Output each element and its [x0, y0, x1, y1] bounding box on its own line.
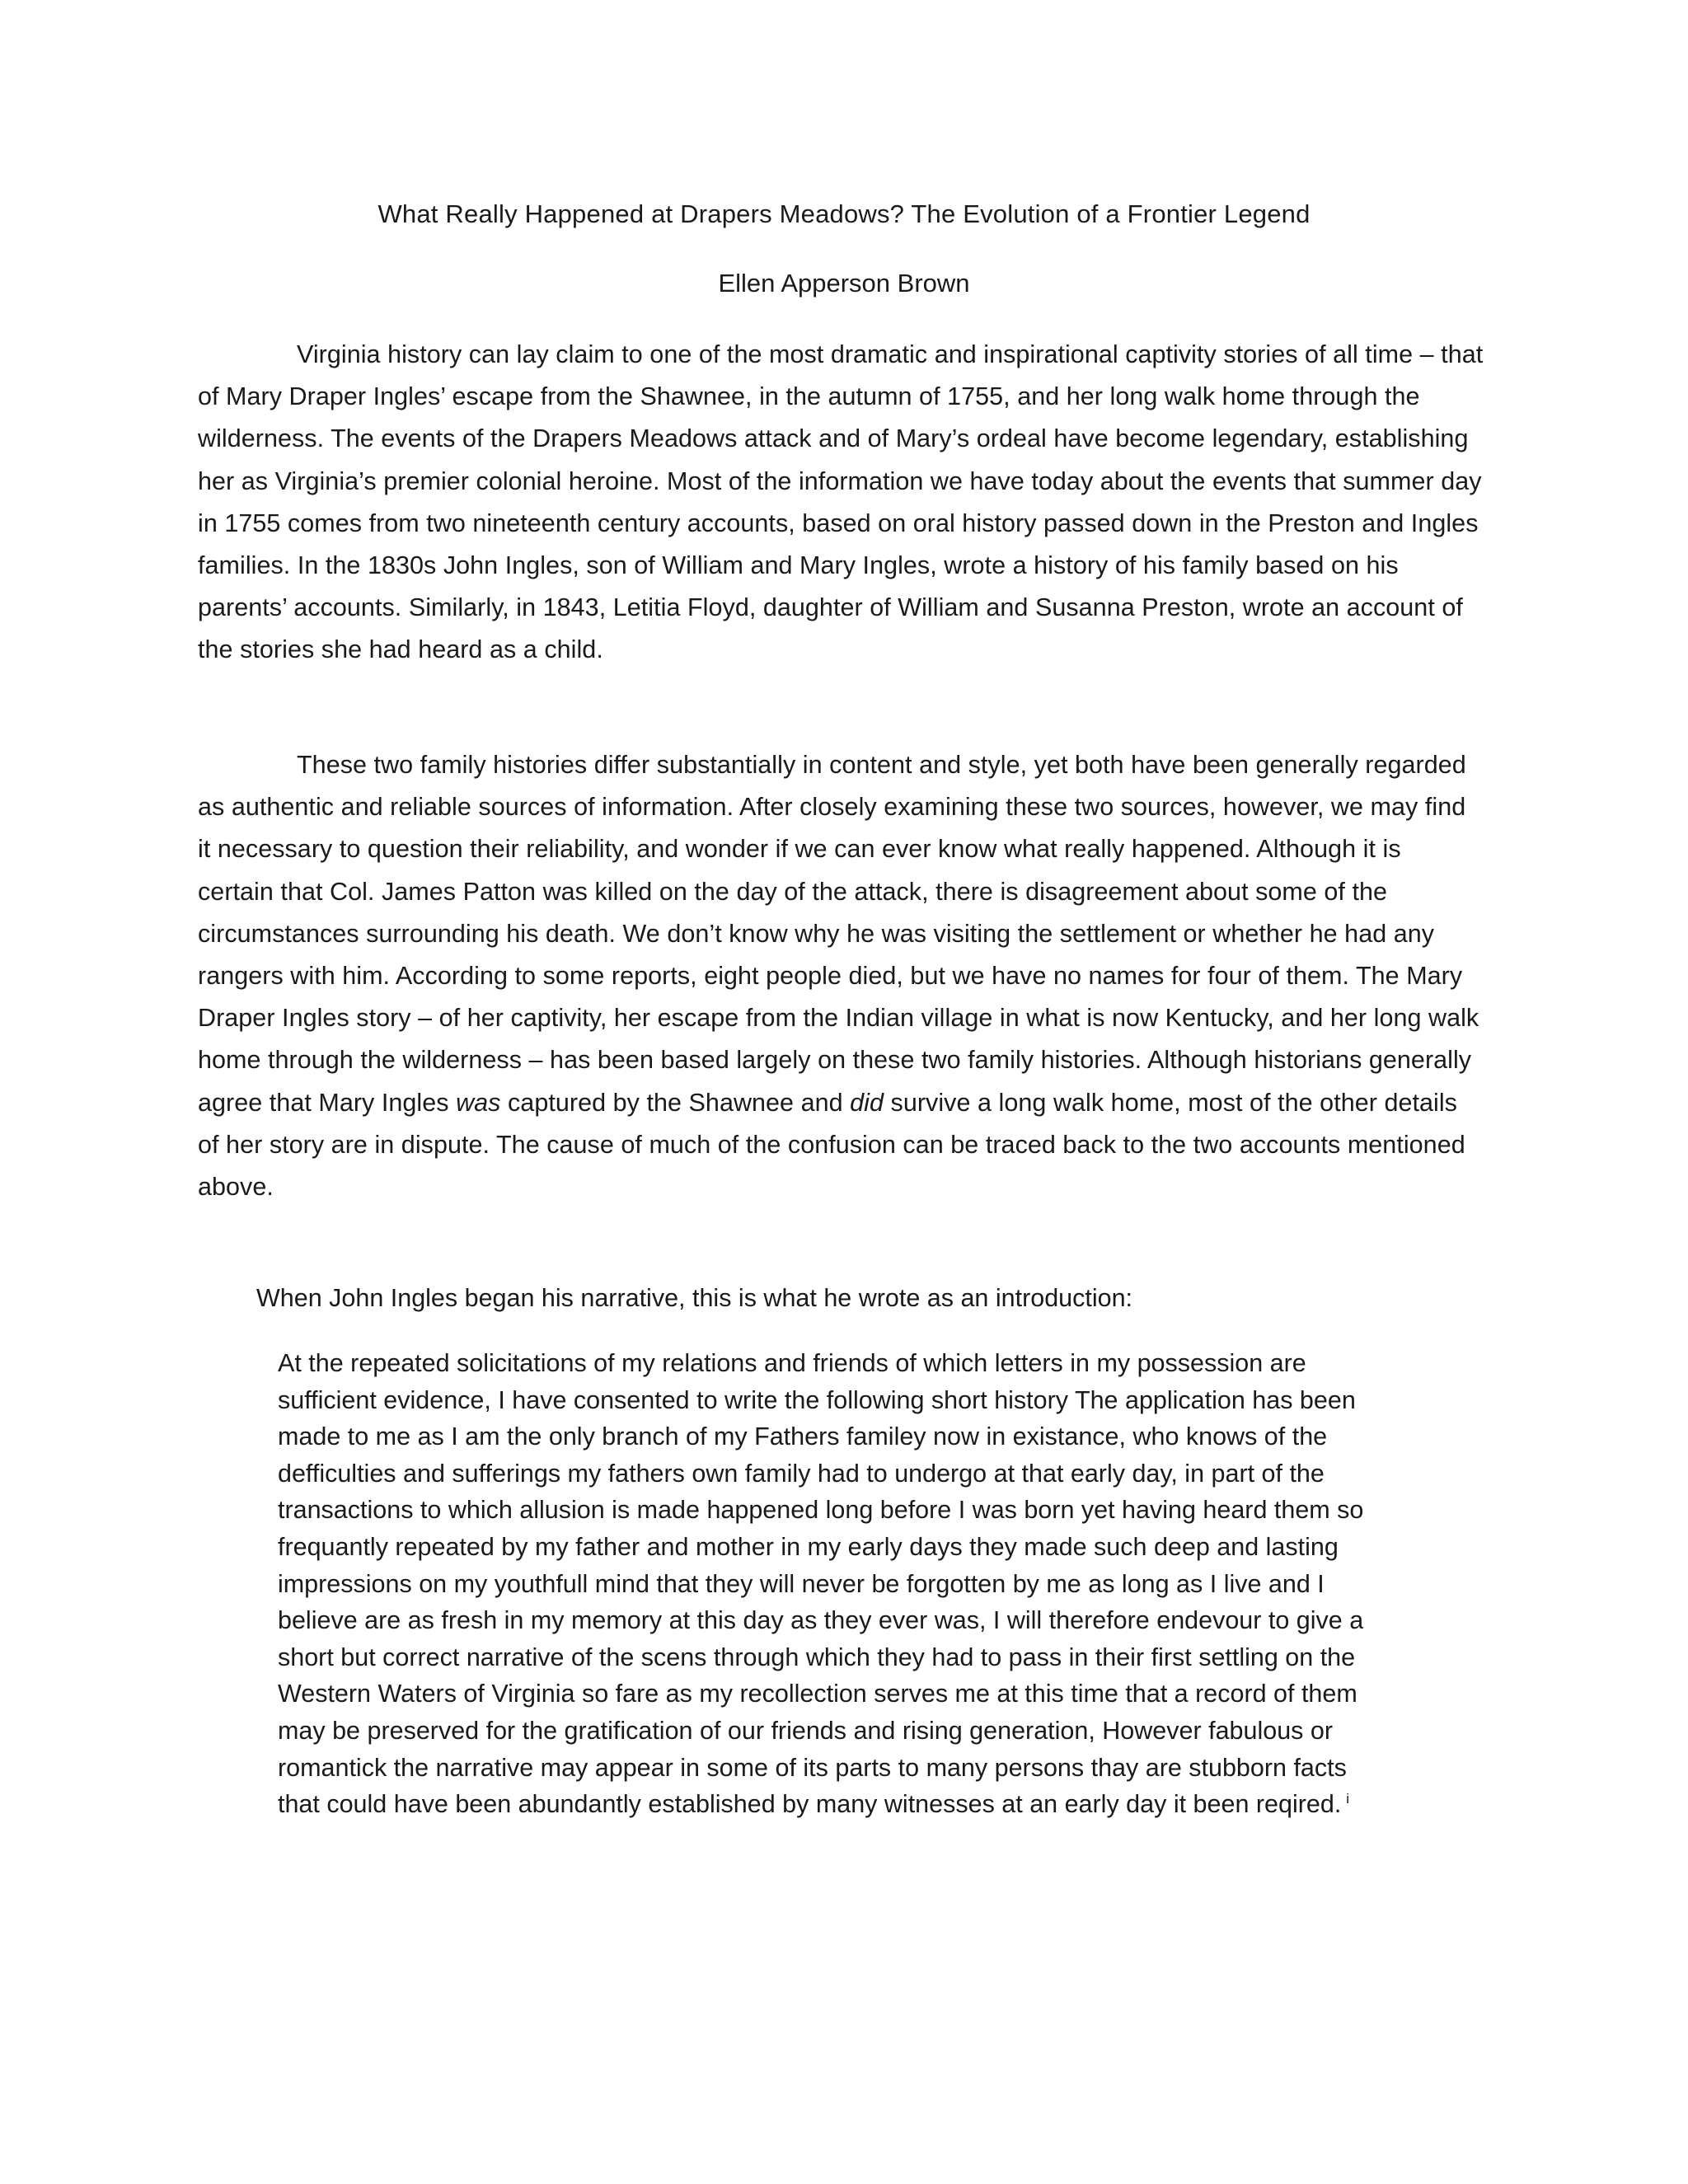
document-title: What Really Happened at Drapers Meadows? The Evolution of a Frontier Legend: [377, 199, 1311, 228]
body-paragraph-2: [198, 744, 1484, 1208]
paragraph-2-text-b: captured by the Shawnee and: [500, 1088, 851, 1117]
emphasis-did: did: [850, 1088, 884, 1117]
body-paragraph-1: Virginia history can lay claim to one of the most dramatic and inspirational captivity stories of all time – that of Mary Draper Ingles’ escape from the Shawnee, in the autumn of 1755, and her long walk home through the wilderness. The events of the Drapers Meadows attack and of Mary’s ordeal have become legendary, establishing her as Virginia’s premier colonial heroine. Most of the information we have today about the events that summer day in 1755 comes from two nineteenth century accounts, based on oral history passed down in the Preston and Ingles families. In the 1830s John Ingles, son of William and Mary Ingles, wrote a history of his family based on his parents’ accounts. Similarly, in 1843, Letitia Floyd, daughter of William and Susanna Preston, wrote an account of the stories she had heard as a child.: [198, 340, 1484, 664]
quote-introduction: When John Ingles began his narrative, this is what he wrote as an introduction:: [256, 1284, 1133, 1312]
emphasis-was: was: [456, 1088, 501, 1117]
paragraph-2-text-a: These two family histories differ substantially in content and style, yet both have been generally regarded as authentic and reliable sources of information. After closely examining these two sources, however, we may find it necessary to question their reliability, and wonder if we can ever know what really happened. Although it is certain that Col. James Patton was killed on the day of the attack, there is disagreement about some of the circumstances surrounding his death. We don’t know why he was visiting the settlement or whether he had any rangers with him. According to some reports, eight people died, but we have no names for four of them. The Mary Draper Ingles story – of her captivity, her escape from the Indian village in what is now Kentucky, and her long walk home through the wilderness – has been based largely on these two family histories. Although historians generally agree that Mary Ingles: [198, 751, 1479, 1117]
paragraph-2-text-c: survive a long walk home, most of the other details of her story are in dispute. The cause of much of the confusion can be traced back to the two accounts mentioned above.: [198, 1088, 1465, 1202]
block-quote-text: At the repeated solicitations of my relations and friends of which letters in my possession are sufficient evidence, I have consented to write the following short history The application has been made to me as I am the only branch of my Fathers familey now in existance, who knows of the defficulties and sufferings my fathers own family had to undergo at that early day, in part of the transactions to which allusion is made happened long before I was born yet having heard them so frequantly repeated by my father and mother in my early days they made such deep and lasting impressions on my youthfull mind that they will never be forgotten by me as long as I live and I believe are as fresh in my memory at this day as they ever was, I will therefore endevour to give a short but correct narrative of the scens through which they had to pass in their first settling on the Western Waters of Virginia so fare as my recollection serves me at this time that a record of them may be preserved for the gratification of our friends and rising generation, However fabulous or romantick the narrative may appear in some of its parts to many persons thay are stubborn facts that could have been abundantly established by many witnesses at an early day it been reqired.: [278, 1349, 1364, 1819]
block-quote: [278, 1345, 1386, 1823]
footnote-reference[interactable]: i: [1346, 1790, 1350, 1807]
author-name: Ellen Apperson Brown: [718, 269, 970, 298]
